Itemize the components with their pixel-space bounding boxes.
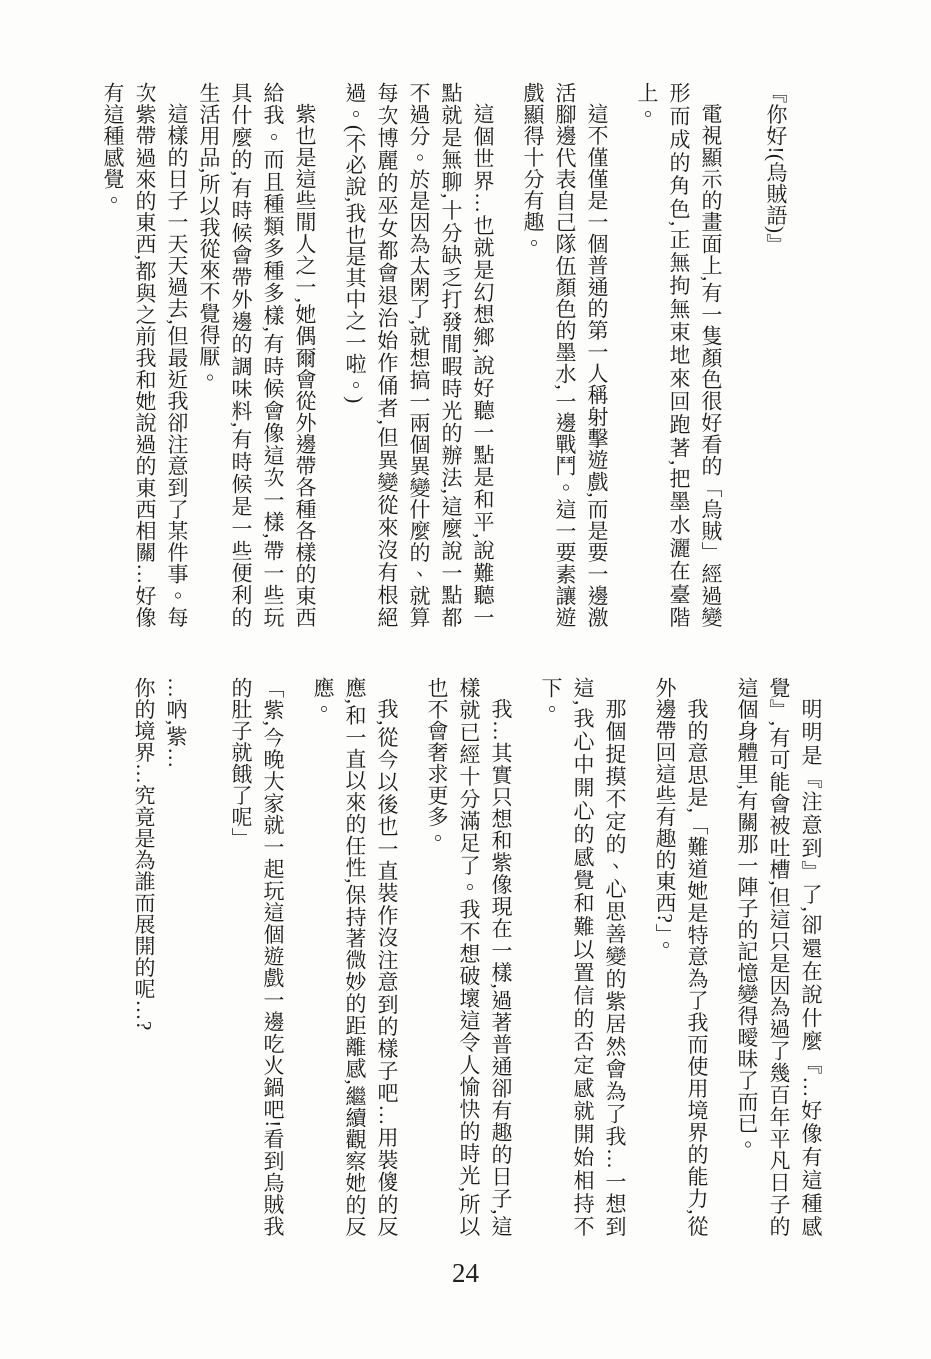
dialogue-line: 你的境界…究竟是為誰而展開的呢…? bbox=[132, 677, 156, 1031]
lower-text-band bbox=[128, 677, 827, 1237]
paragraph: 這不僅僅是一個普通的第一人稱射擊遊戲,而是要一邊激活腳邊代表自己隊伍顏色的墨水,一邊戰鬥。這一要素讓遊戲顯得十分有趣。 bbox=[521, 82, 609, 628]
paragraph: 我的意思是,「難道她是特意為了我而使用境界的能力,從外邊帶回這些有趣的東西?」。 bbox=[653, 677, 709, 1237]
paragraph: 那個捉摸不定的、心思善變的紫居然會為了我…一想到這,我心中開心的感覺和難以置信的否定感就開始相持不下。 bbox=[539, 677, 627, 1237]
paragraph: 電視顯示的畫面上,有一隻顏色很好看的「烏賊」經過變形而成的角色,正無拘無束地來回跑著,把墨水灑在臺階上。 bbox=[635, 82, 723, 628]
paragraph: 我,從今以後也一直裝作沒注意到的樣子吧…用裝傻的反應,和一直以來的任性,保持著微妙的距離感,繼續觀察她的反應。 bbox=[311, 677, 399, 1237]
page-number: 24 bbox=[452, 1258, 479, 1288]
paragraph: 這樣的日子一天天過去,但最近我卻注意到了某件事。每次紫帶過來的東西,都與之前我和她說過的東西相關…好像有這種感覺。 bbox=[101, 82, 189, 628]
paragraph: 明明是『注意到』了,卻還在說什麼『…好像有這種感覺』,有可能會被吐槽,但這只是因為過了幾百年平凡日子的這個身體里,有關那一陣子的記憶變得曖昧了而已。 bbox=[735, 677, 823, 1237]
upper-text-band bbox=[97, 82, 792, 628]
paragraph: 紫也是這些閒人之一,她偶爾會從外邊帶各種各樣的東西給我。而且種類多種多樣,有時候會像這次一樣,帶一些玩具什麼的,有時候會帶外邊的調味料,有時候是一些便利的生活用品,所以我從來不覺得厭。 bbox=[197, 82, 317, 628]
dialogue-line: 『你好!(烏賊語)』 bbox=[764, 82, 788, 255]
dialogue-line: …吶,紫… bbox=[164, 677, 188, 769]
dialogue-line: 「紫,今晚大家就一起玩這個遊戲一邊吃火鍋吧!看到烏賊我的肚子就餓了呢」 bbox=[229, 677, 285, 1237]
paragraph: 這個世界…也就是幻想鄉,說好聽一點是和平,說難聽一點就是無聊,十分缺乏打發閒暇時光的辦法,這麼說一點都不過分。於是因為太閑了,就想搞一兩個異變什麼的、就算每次博麗的巫女都會退治始作俑者,但異變從來沒有根絕過。(不必說,我也是其中之一啦。) bbox=[343, 82, 495, 628]
paragraph: 我…其實只想和紫像現在一樣,過著普通卻有趣的日子,這樣就已經十分滿足了。我不想破壞這令人愉快的時光,所以也不會奢求更多。 bbox=[425, 677, 513, 1237]
